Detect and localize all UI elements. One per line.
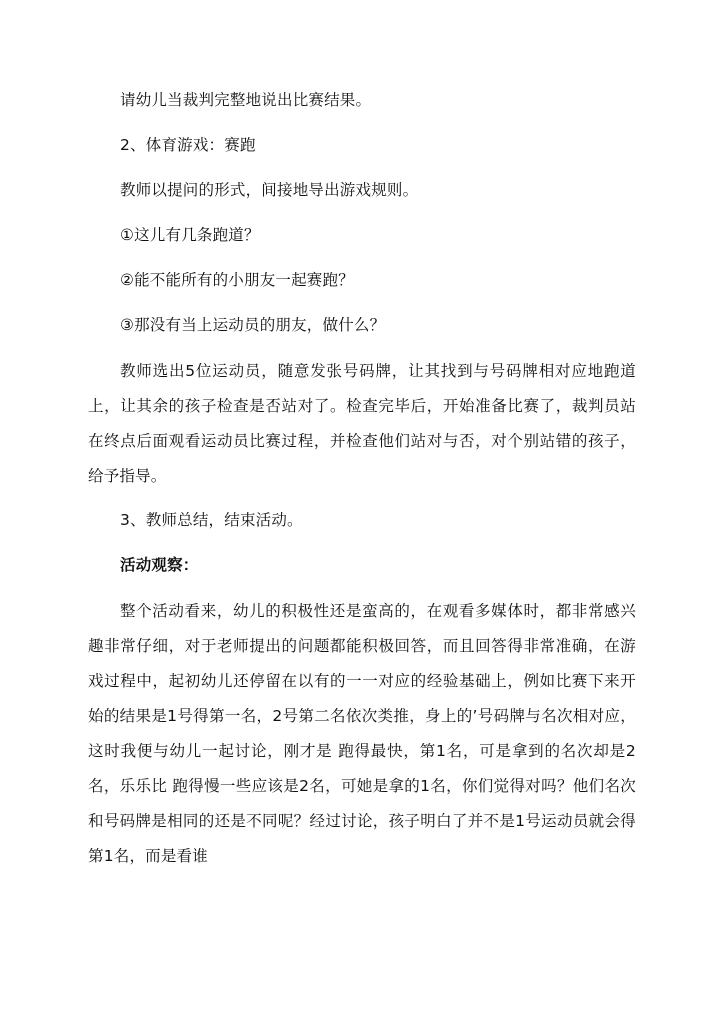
section-heading-summary: 3、教师总结，结束活动。: [120, 511, 303, 529]
question-item-3: ③那没有当上运动员的朋友，做什么？: [120, 316, 386, 334]
paragraph-referee-instruction: 请幼儿当裁判完整地说出比赛结果。: [120, 91, 372, 109]
section-heading-running-game: 2、体育游戏：赛跑: [120, 136, 256, 154]
paragraph-game-procedure: 教师选出5位运动员，随意发张号码牌，让其找到与号码牌相对应地跑道上，让其余的孩子检查是否站对了。检查完毕后，开始准备比赛了，裁判员站在终点后面观看运动员比赛过程，并检查他们站对与否，对个别站错的孩子，给予指导。: [88, 362, 636, 485]
section-heading-observation: 活动观察：: [120, 556, 199, 574]
paragraph-teacher-questions: 教师以提问的形式，间接地导出游戏规则。: [120, 181, 419, 199]
paragraph-observation-body: 整个活动看来，幼儿的积极性还是蛮高的，在观看多媒体时，都非常感兴趣非常仔细，对于老师提出的问题都能积极回答，而且回答得非常准确，在游戏过程中，起初幼儿还停留在以有的一一对应的经验基础上，例如比赛下来开始的结果是1号得第一名，2号第二名依次类推，身上的’号码牌与名次相对应，这时我便与幼儿一起讨论，刚才是 跑得最快，第1名，可是拿到的名次却是2名，乐乐比 跑得慢一些应该是2名，可她是拿的1名，你们觉得对吗？他们名次和号码牌是相同的还是不同呢？经过讨论，孩子明白了并不是1号运动员就会得第1名，而是看谁: [88, 602, 636, 865]
question-item-2: ②能不能所有的小朋友一起赛跑？: [120, 271, 354, 289]
question-item-1: ①这儿有几条跑道？: [120, 226, 260, 244]
